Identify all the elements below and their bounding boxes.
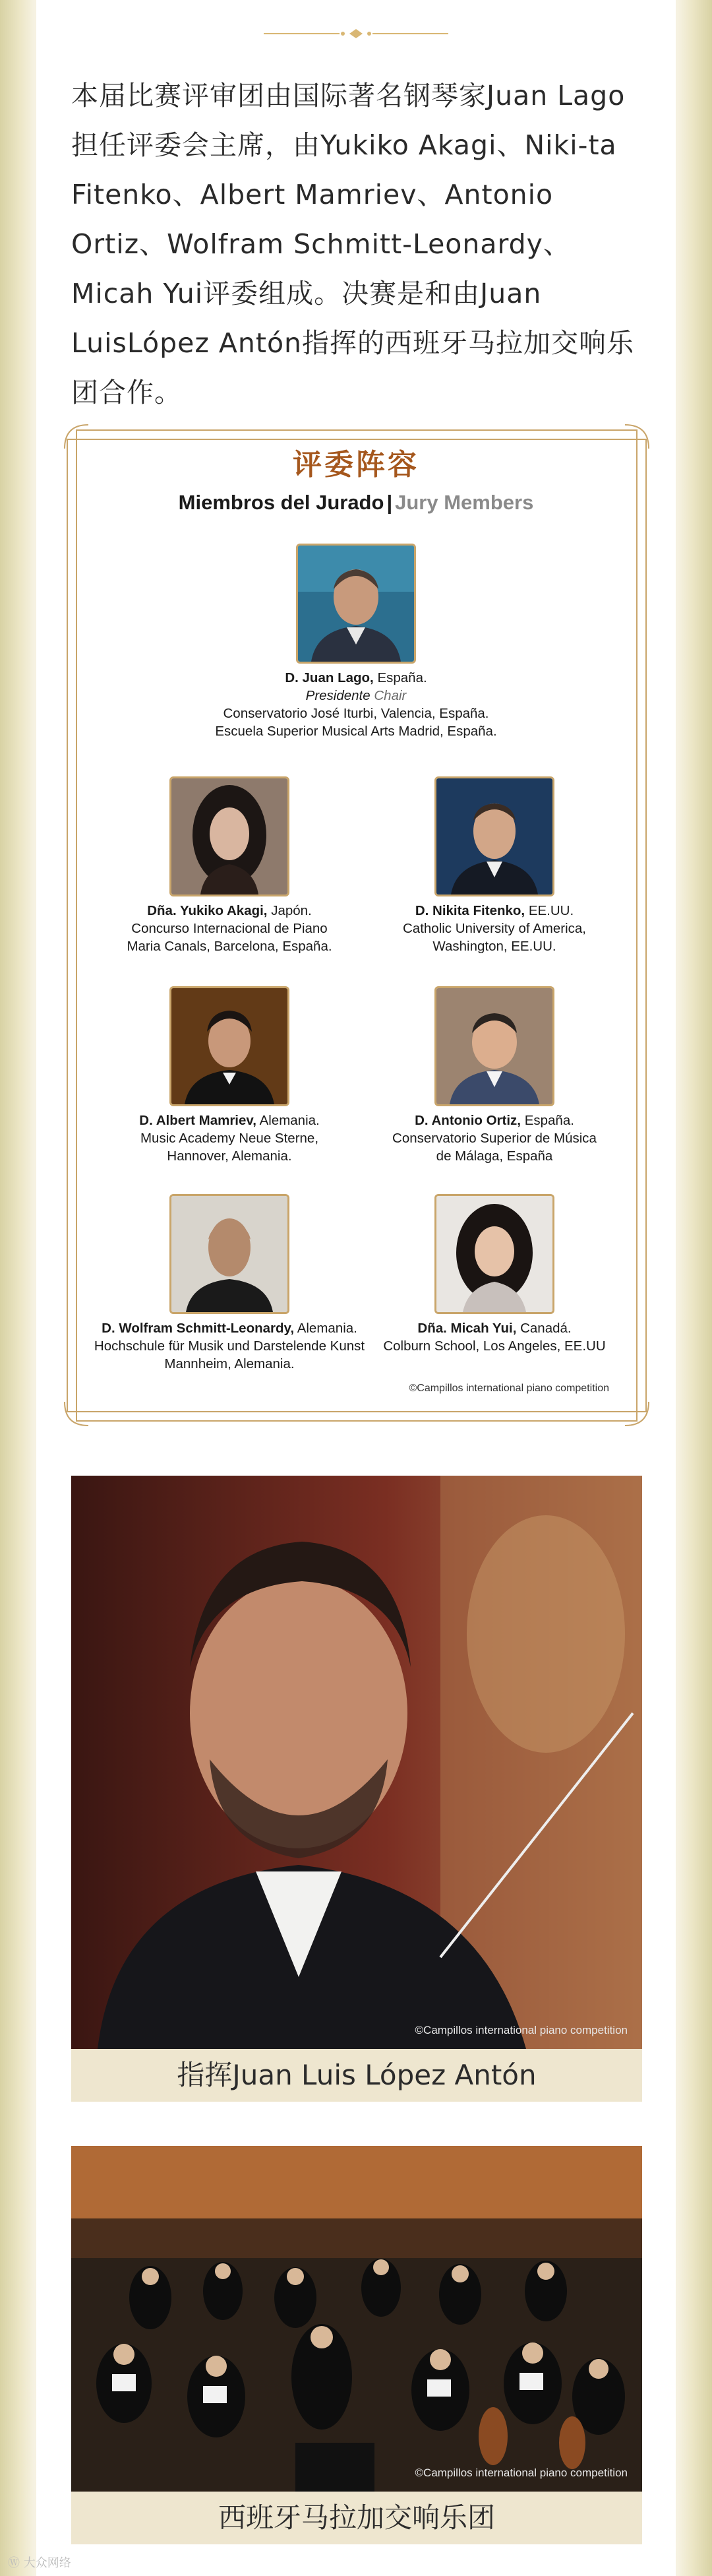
- jury-member-yui: [336, 1194, 653, 1355]
- member-country: Canadá.: [520, 1321, 572, 1336]
- jury-member-fitenko: [336, 776, 653, 955]
- fitenko-photo: [434, 776, 554, 896]
- conductor-caption: 指挥Juan Luis López Antón: [71, 2049, 642, 2102]
- jury-member-ortiz: [336, 986, 653, 1165]
- member-affiliation-1: Catholic University of America,: [403, 921, 586, 936]
- jury-president: [198, 544, 514, 740]
- watermark: Ⓦ 大众网络: [8, 2556, 71, 2570]
- member-name: D. Albert Mamriev,: [139, 1113, 256, 1128]
- member-affiliation-1: Conservatorio Superior de Música: [392, 1131, 597, 1146]
- subtitle-en: Jury Members: [395, 491, 534, 514]
- mamriev-photo: [169, 986, 289, 1106]
- yui-photo: [434, 1194, 554, 1314]
- member-country: Alemania.: [297, 1321, 357, 1336]
- member-affiliation-1: Hochschule für Musik und Darstelende Kunst: [94, 1338, 365, 1354]
- member-affiliation-2: Hannover, Alemania.: [167, 1148, 292, 1164]
- member-country: Japón.: [271, 903, 312, 918]
- conductor-photo: [71, 1476, 642, 2049]
- president-photo: [296, 544, 416, 664]
- member-name: Dña. Yukiko Akagi,: [147, 903, 268, 918]
- member-affiliation-1: Concurso Internacional de Piano: [131, 921, 328, 936]
- orchestra-caption: 西班牙马拉加交响乐团: [71, 2492, 642, 2544]
- schmitt-leonardy-photo: [169, 1194, 289, 1314]
- divider-ornament: [264, 29, 448, 38]
- conductor-photo-copyright: ©Campillos international piano competition: [415, 2024, 628, 2036]
- member-name: D. Wolfram Schmitt-Leonardy,: [102, 1321, 295, 1336]
- president-country: España.: [377, 670, 427, 685]
- member-affiliation-1: Music Academy Neue Sterne,: [140, 1131, 319, 1146]
- member-affiliation-2: Maria Canals, Barcelona, España.: [127, 939, 332, 954]
- member-affiliation-1: Colburn School, Los Angeles, EE.UU: [383, 1338, 606, 1354]
- jury-copyright: ©Campillos international piano competition: [409, 1383, 609, 1394]
- jury-title: 评委阵容: [293, 448, 419, 482]
- member-affiliation-2: de Málaga, España: [436, 1148, 553, 1164]
- member-country: España.: [524, 1113, 574, 1128]
- orchestra-photo: [71, 2146, 642, 2492]
- jury-subtitle: [0, 491, 712, 515]
- ortiz-photo: [434, 986, 554, 1106]
- president-name: D. Juan Lago,: [285, 670, 374, 685]
- member-name: D. Antonio Ortiz,: [415, 1113, 521, 1128]
- member-country: EE.UU.: [528, 903, 574, 918]
- member-name: Dña. Micah Yui,: [417, 1321, 517, 1336]
- president-role-en: Chair: [374, 688, 407, 703]
- subtitle-separator: |: [386, 491, 393, 514]
- member-country: Alemania.: [259, 1113, 320, 1128]
- president-role: Presidente: [305, 688, 371, 703]
- president-affiliation-2: Escuela Superior Musical Arts Madrid, España.: [215, 724, 497, 739]
- member-affiliation-2: Mannheim, Alemania.: [164, 1356, 295, 1371]
- akagi-photo: [169, 776, 289, 896]
- member-name: D. Nikita Fitenko,: [415, 903, 525, 918]
- orchestra-photo-copyright: ©Campillos international piano competition: [415, 2466, 628, 2479]
- member-affiliation-2: Washington, EE.UU.: [432, 939, 556, 954]
- intro-paragraph: 本届比赛评审团由国际著名钢琴家Juan Lago担任评委会主席，由Yukiko Akagi、Niki-ta Fitenko、Albert Mamriev、Antonio Ortiz、Wolfram Schmitt-Leonardy、Micah Yui评委组成。决赛是和由Juan LuisLópez Antón指挥的西班牙马拉加交响乐团合作。: [71, 80, 635, 408]
- subtitle-es: Miembros del Jurado: [178, 491, 384, 514]
- president-affiliation-1: Conservatorio José Iturbi, Valencia, España.: [223, 706, 489, 721]
